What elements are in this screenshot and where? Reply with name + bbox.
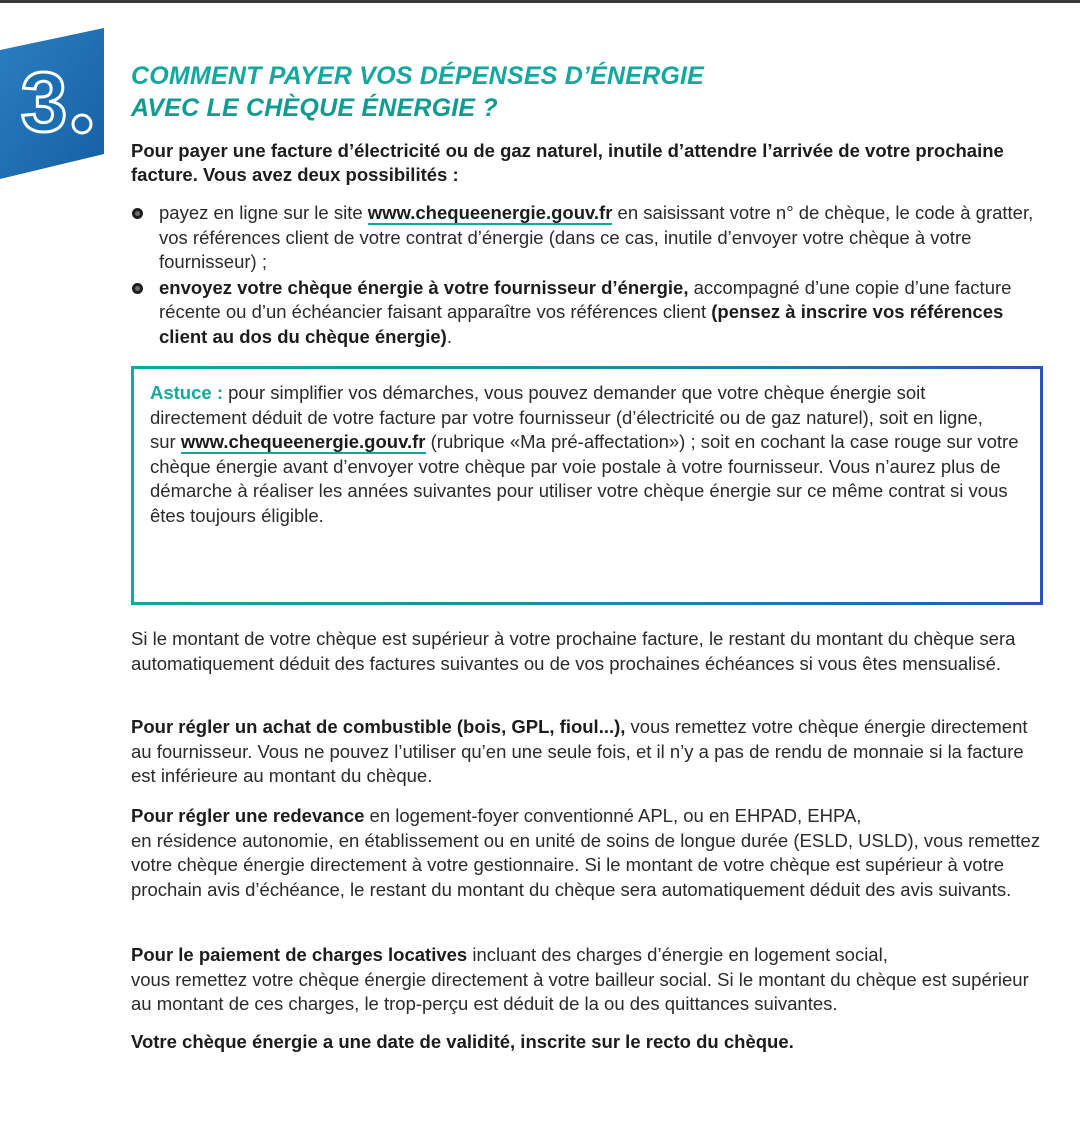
page-title-line-2: AVEC LE CHÈQUE ÉNERGIE ? bbox=[131, 94, 498, 122]
paragraph-surplus: Si le montant de votre chèque est supérieur à votre prochaine facture, le restant du montant du chèque sera automatiquement déduit des factures suivantes ou de vos prochaines échéances si vous êtes mensualisé. bbox=[131, 628, 1016, 674]
list-item-online-payment bbox=[131, 201, 1046, 275]
section-number-badge bbox=[0, 28, 104, 183]
page-title-line-1: COMMENT PAYER VOS DÉPENSES D’ÉNERGIE bbox=[131, 62, 705, 90]
list-item-send-to-supplier bbox=[131, 276, 1046, 350]
paragraph-combustible bbox=[131, 715, 1046, 789]
paragraph-redevance-text-2: en résidence autonomie, en établissement ou en unité de soins de longue durée (ESLD, USLD), vous remettez votre chèque énergie directement à votre gestionnaire. Si le montant de votre chèque est supérieur à votre prochain avis d’échéance, le restant du montant du chèque sera automatiquement déduit des avis suivants. bbox=[131, 829, 1041, 900]
section-number: 3 bbox=[20, 55, 68, 149]
paragraph-redevance bbox=[131, 804, 1046, 902]
bullet-1-text-after: en saisissant votre n° de chèque, le code à gratter, vos références client de votre contrat d’énergie (dans ce cas, inutile d’envoyer votre chèque à votre fournisseur) ; bbox=[159, 202, 1034, 272]
paragraph-charges-locatives-text-2: vous remettez votre chèque énergie directement à votre bailleur social. Si le montant du chèque est supérieur au montant de ces charges, le trop-perçu est déduit de la ou des quittances suivantes. bbox=[131, 968, 1029, 1014]
astuce-tip-box bbox=[131, 366, 1043, 605]
intro-text: Pour payer une facture d’électricité ou de gaz naturel, inutile d’attendre l’arrivée de votre prochaine facture. Vous avez deux possibilités : bbox=[131, 140, 1004, 185]
paragraph-validity: Votre chèque énergie a une date de validité, inscrite sur le recto du chèque. bbox=[131, 1031, 794, 1052]
paragraph-charges-locatives-bold: Pour le paiement de charges locatives bbox=[131, 944, 468, 965]
paragraph-charges-locatives-text-1: incluant des charges d’énergie en logement social, bbox=[467, 944, 888, 965]
paragraph-redevance-bold: Pour régler une redevance bbox=[131, 805, 365, 826]
bullet-1-text-before: payez en ligne sur le site bbox=[159, 202, 368, 223]
bullet-2-text-middle: accompagné d’une copie d’une facture récente ou d’un échéancier faisant apparaître vos références client bbox=[159, 276, 1012, 322]
payment-options-list bbox=[131, 201, 1046, 349]
cheque-energie-link[interactable]: www.chequeenergie.gouv.fr bbox=[367, 202, 613, 223]
astuce-text-3: (rubrique «Ma pré-affectation») ; soit en cochant la case rouge sur votre chèque énergie avant d’envoyer votre chèque par voie postale à votre fournisseur. Vous n’aurez plus de démarche à réaliser les années suivantes pour utiliser votre chèque énergie sur ce même contrat si vous êtes toujours éligible. bbox=[150, 431, 1019, 526]
astuce-cheque-energie-link[interactable]: www.chequeenergie.gouv.fr bbox=[180, 431, 426, 452]
astuce-text-2: sur bbox=[150, 431, 181, 452]
paragraph-redevance-text-1: en logement-foyer conventionné APL, ou en EHPAD, EHPA, bbox=[364, 805, 862, 826]
astuce-label: Astuce : bbox=[150, 382, 223, 403]
bullet-2-text-end: . bbox=[446, 325, 452, 347]
bullet-2-bold-start: envoyez votre chèque énergie à votre fournisseur d’énergie, bbox=[159, 276, 689, 298]
top-rule bbox=[0, 0, 1080, 3]
paragraph-combustible-text: vous remettez votre chèque énergie directement au fournisseur. Vous ne pouvez l’utiliser qu’en une seule fois, et il n’y a pas de rendu de monnaie si la facture est inférieure au montant du chèque. bbox=[131, 716, 1028, 786]
paragraph-combustible-bold: Pour régler un achat de combustible (bois, GPL, fioul...), bbox=[131, 716, 626, 737]
page-title bbox=[131, 60, 1031, 124]
bullet-icon bbox=[132, 283, 143, 294]
section-number-badge-shape bbox=[0, 28, 104, 183]
bullet-icon bbox=[132, 208, 143, 219]
bullet-2-bold-end: (pensez à inscrire vos références client au dos du chèque énergie) bbox=[159, 301, 1004, 347]
paragraph-charges-locatives bbox=[131, 943, 1046, 1017]
astuce-text-1: pour simplifier vos démarches, vous pouvez demander que votre chèque énergie soit directement déduit de votre facture par votre fournisseur (d’électricité ou de gaz naturel), soit en ligne, bbox=[150, 382, 983, 428]
